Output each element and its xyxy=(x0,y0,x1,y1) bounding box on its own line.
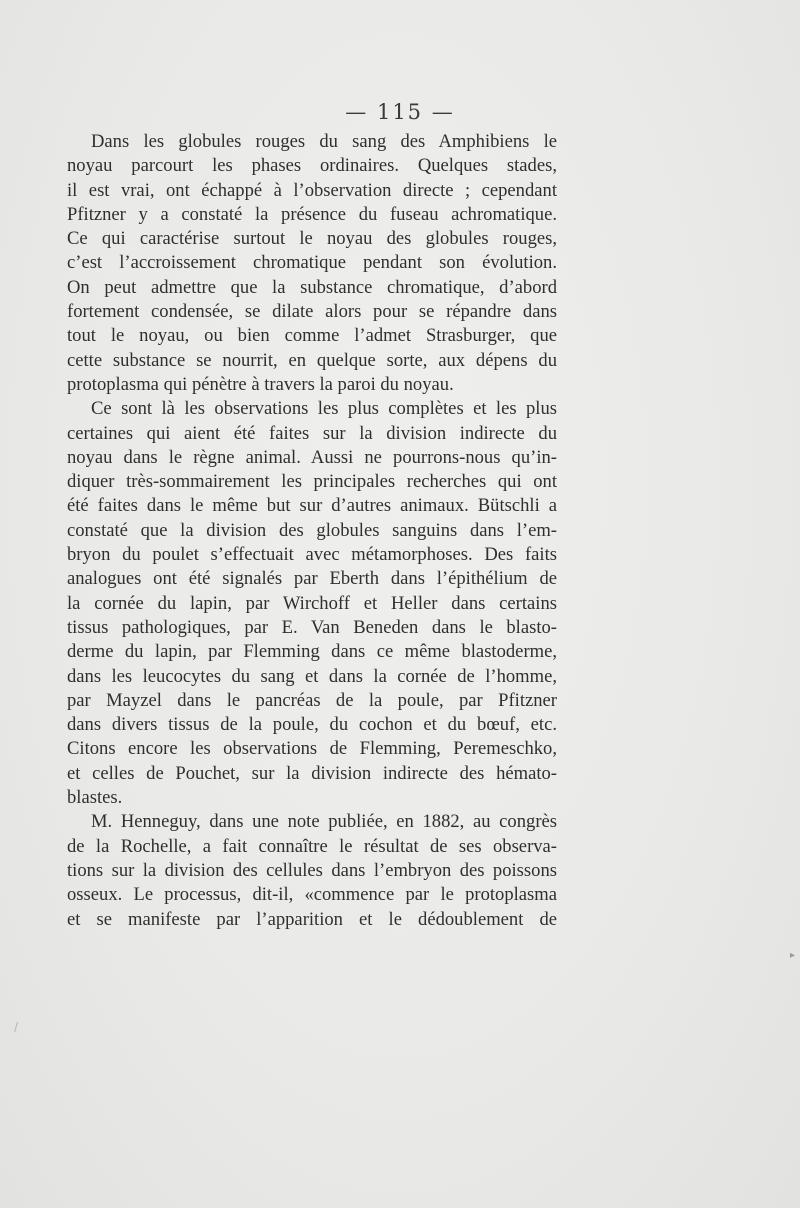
text-line: par Mayzel dans le pancréas de la poule, par Pfitzner xyxy=(67,689,557,711)
text-line: fortement condensée, se dilate alors pour se répandre dans xyxy=(67,301,557,323)
paragraph-2 xyxy=(67,397,557,810)
text-line: dans les leucocytes du sang et dans la cornée de l’homme, xyxy=(67,665,557,687)
text-line: de la Rochelle, a fait connaître le résultat de ses observa- xyxy=(67,835,557,857)
text-line: derme du lapin, par Flemming dans ce même blastoderme, xyxy=(67,641,557,663)
text-line: tissus pathologiques, par E. Van Beneden dans le blasto- xyxy=(67,616,557,638)
body-text xyxy=(67,130,557,932)
text-line: Ce qui caractérise surtout le noyau des globules rouges, xyxy=(67,228,557,250)
text-line: c’est l’accroissement chromatique pendant son évolution. xyxy=(67,252,557,274)
text-line: Ce sont là les observations les plus complètes et les plus xyxy=(91,398,557,420)
text-line: certaines qui aient été faites sur la division indirecte du xyxy=(67,422,557,444)
text-line: blastes. xyxy=(67,787,123,809)
text-line: analogues ont été signalés par Eberth dans l’épithélium de xyxy=(67,568,557,590)
text-line: noyau dans le règne animal. Aussi ne pourrons-nous qu’in- xyxy=(67,446,557,468)
text-line: protoplasma qui pénètre à travers la paroi du noyau. xyxy=(67,373,454,395)
text-line: il est vrai, ont échappé à l’observation directe ; cependant xyxy=(67,179,557,201)
text-line: M. Henneguy, dans une note publiée, en 1882, au congrès xyxy=(91,811,557,833)
scan-mark: / xyxy=(14,1020,19,1034)
paragraph-3 xyxy=(67,810,557,931)
text-line: tions sur la division des cellules dans l’embryon des poissons xyxy=(67,859,557,881)
text-line: constaté que la division des globules sanguins dans l’em- xyxy=(67,519,557,541)
text-line: Citons encore les observations de Flemming, Peremeschko, xyxy=(67,738,557,760)
text-line: dans divers tissus de la poule, du cochon et du bœuf, etc. xyxy=(67,714,557,736)
text-line: cette substance se nourrit, en quelque sorte, aux dépens du xyxy=(67,349,557,371)
scan-mark: ▸ xyxy=(790,950,796,961)
text-line: et celles de Pouchet, sur la division indirecte des hémato- xyxy=(67,762,557,784)
text-line: tout le noyau, ou bien comme l’admet Strasburger, que xyxy=(67,325,557,347)
text-line: Dans les globules rouges du sang des Amphibiens le xyxy=(91,131,557,152)
text-line: Pfitzner y a constaté la présence du fuseau achromatique. xyxy=(67,203,557,225)
page-number: — 115 — xyxy=(345,100,455,124)
text-line: bryon du poulet s’effectuait avec métamorphoses. Des faits xyxy=(67,544,557,566)
text-line: et se manifeste par l’apparition et le dédoublement de xyxy=(67,908,557,930)
paragraph-1 xyxy=(67,130,557,397)
text-line: noyau parcourt les phases ordinaires. Quelques stades, xyxy=(67,155,557,177)
text-line: On peut admettre que la substance chromatique, d’abord xyxy=(67,276,557,298)
text-line: la cornée du lapin, par Wirchoff et Heller dans certains xyxy=(67,592,557,614)
text-line: été faites dans le même but sur d’autres animaux. Bütschli a xyxy=(67,495,557,517)
text-line: diquer très-sommairement les principales recherches qui ont xyxy=(67,471,557,493)
text-line: osseux. Le processus, dit-il, «commence par le protoplasma xyxy=(67,884,557,906)
